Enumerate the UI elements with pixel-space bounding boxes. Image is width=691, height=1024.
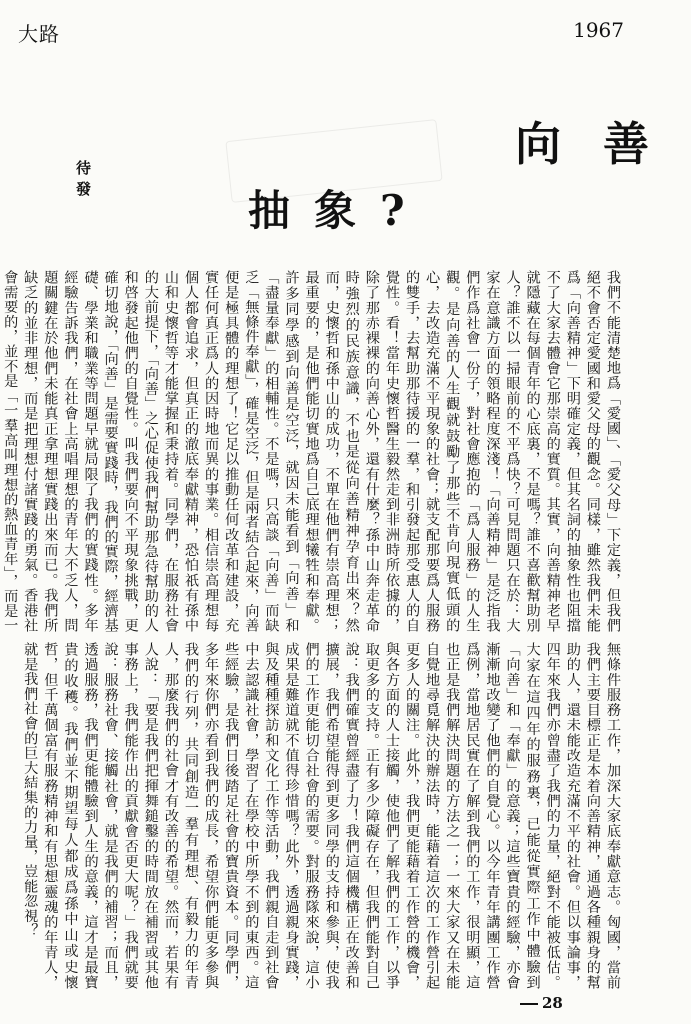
author-name: 待發 xyxy=(74,160,92,202)
title-line-2: 抽象? xyxy=(248,186,429,235)
year-label: 1967 xyxy=(573,18,624,42)
article-body-upper: 我們不能清楚地爲「愛國」、「愛父母」下定義，但我們絕不會否定愛國和愛父母的觀念。同樣，雖然我們未能爲「向善精神」下明確定義，但其名詞的抽象性也阻擋不了大家去體會它那崇高的實質。其實，向善精神老早就隱藏在每個青年的心底裏，不是嗎？誰不喜歡幫助別人？誰不以一掃眼前的不平爲快？可見問題只在於：大家在意識方面的領略程度深淺！「向善精神」是泛指我們作爲社會一份子，對社會應抱的「爲人服務」的人生觀。是向善的人生觀就鼓勵了那些不肯向現實低頭的心，去改造充滿不平現象的社會；就支配那要爲人服務的雙手，去幫助那待援的一羣，和引發起那受惠人的自覺性。看！當年史懷哲醫生毅然走到非洲時所依據的，除了那赤裸裸的向善心外，還有什麼？孫中山奔走革命時強烈的民族意識，不也是從向善精神孕育出來？然而，史懷哲和孫中山的成功，不單在他們有崇高理想；最重要的，是他們能切實地爲自己底理想犧牲和奉獻。許多同學感到向善是空泛，就因未能看到「向善」和「盡量奉獻」的相輔性。不是嗎，只高談「向善」而缺乏「無條件奉獻」，確是空泛，但是兩者結合起來，向善便是極具體的理想了！它足以推動任何改革和建設，充實任何真正爲人的因時地而異的事業。相信崇高理想每個人都會追求，但真正的澈底奉獻精神，恐怕祇有孫中山和史懷哲等才能掌握和秉持着。同學們，在服務社會的大前提下，「向善」之心促使我們幫助那急待幫助的人和啓發起他們的自覺性。叫我們要向不平現象挑戰，更確切地說，「向善」是需要實踐時，我們的實際，經濟基礎、學業和職業等問題早就局限了我們的實踐性。多年經驗告訴我們，在社會上高唱理想的青年大不乏人，問題關鍵在於他們未能真正拿理想實踐出來而已。我們所缺乏的並非理想，而是把理想付諸實踐的勇氣。香港社會需要的，並不是「一羣高叫理想的熱血青年」，而是一 xyxy=(2,270,621,633)
title-line-1: 向善 xyxy=(515,117,691,171)
article-body-lower: 無條件服務工作，加深大家底奉獻意志。匈國，當前我們主要目標正是本着向善精神，通過各種親身的幫助的人，還未能改造充滿不平的社會。但以事論事，四年來我們亦曾盡了我們的力量，絕對不能被低估。大家在這四年的服務裏，已能從實際工作中體驗到「向善」和「奉獻」的意義；這些寶貴的經驗，亦會漸漸地改變了他們的自覺心。以今年青年講團工作營爲例，當地居民實在了解到我們的工作，很明顯，這也正是我們解決問題的方法之一；一來大家又在未能自覺地尋覓解決的辦法時，能藉着這次的工作營引起更多人的關注。此外，我們更能藉着工作營的機會，與各方面的人士接觸，使他們了解我們的工作，以爭取更多的支持。正有多少障礙存在，但我們能對自己說：我們確實曾經盡了力！我們這個機構正在改善和擴展，我們希望能得到更多同學的支持和參與，使我們的工作更能切合社會的需要。對服務隊來說，這小成果是難道就不值得珍惜嗎？此外，透過親身實踐，與及種種探訪和文化工作等活動，我們親自走到社會中去認識社會，學習了在學校中所學不到的東西。這些經驗，是我們日後踏足社會的寶貴資本。同學們，多年來你們亦看到我們的成長，希望你們能更多參與我們的行列，共同創造一羣有理想、有毅力的年青人，那麼我們的社會才有改善的希望。然而，若果有人說：「要是我們把揮舞鎚鑿的時間放在補習或其他事務上，我們能作出的貢獻會否更大呢？」我們就要說：服務社會、接觸社會，就是我們的補習；而且，透過服務，我們更能體驗到人生的意義，這才是最寶貴的收穫。我們並不期望每人都成爲孫中山或史懷哲，但千萬個富有服務精神和有思想靈魂的年青人，就是我們社會的巨大結集的力量，豈能忽視？ xyxy=(22,642,621,990)
magazine-name: 大路 xyxy=(18,22,60,46)
page-number: 28 xyxy=(520,994,563,1012)
